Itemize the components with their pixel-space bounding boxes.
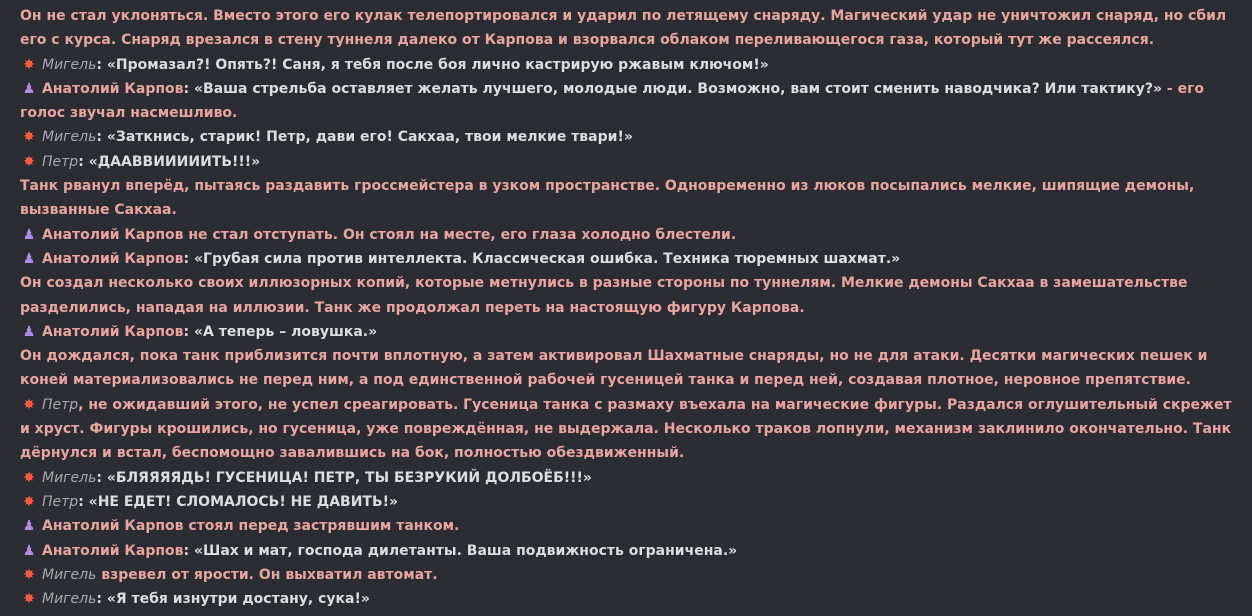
speech-bold: Техника тюремных шахмат <box>663 250 886 267</box>
separator: : <box>96 56 107 73</box>
speaker-name: Петр <box>42 493 79 510</box>
explosion-icon: ✸ <box>23 493 35 510</box>
speech-text: «Грубая сила против интеллекта. Классическая ошибка. <box>193 250 664 267</box>
dialogue-line <box>20 223 1232 247</box>
chess-pawn-icon: ♟ <box>22 323 36 340</box>
narration-line <box>20 271 1232 320</box>
narration-bold: Шахматные снаряды <box>647 348 820 365</box>
separator: : <box>183 250 194 267</box>
speech-text: «ДААВВИИИИИТЬ!!!» <box>88 153 261 170</box>
dialogue-line <box>20 125 1232 149</box>
dialogue-line <box>20 563 1232 587</box>
speaker-name: Петр <box>42 153 79 170</box>
speaker-name: Анатолий Карпов <box>42 542 184 559</box>
narration-text: Он не стал уклоняться. Вместо этого его кулак телепортировался и ударил по летящему снаряду. Магический удар не уничтожил снаряд, но сбил его с курса. Снаряд врезался в стену туннеля далеко от Карпова и взорвался облаком переливающегося газа, который тут же рассеялся. <box>20 8 1227 49</box>
speaker-name: Анатолий Карпов <box>42 80 184 97</box>
speech-text: «НЕ ЕДЕТ! СЛОМАЛОСЬ! НЕ ДАВИТЬ!» <box>88 493 399 510</box>
narration-text: Танк рванул вперёд, пытаясь раздавить гроссмейстера в узком пространстве. Одновременно из люков посыпались мелкие, шипящие демоны, вызванные <box>20 178 1195 219</box>
chess-pawn-icon: ♟ <box>22 226 36 243</box>
separator: : <box>183 542 194 559</box>
explosion-icon: ✸ <box>23 56 35 73</box>
speaker-name: Анатолий Карпов <box>42 518 184 535</box>
dialogue-line <box>20 53 1232 77</box>
dialogue-line <box>20 393 1232 466</box>
separator: : <box>78 153 89 170</box>
narration-text: , но не для атаки. Десятки магических пешек и коней материализовались не перед ним, а под единственной рабочей гусеницей танка и перед ней, создавая плотное, неровное препятствие. <box>20 348 1208 389</box>
narration-tail: - его голос звучал насмешливо. <box>20 80 1205 122</box>
speaker-name: Анатолий Карпов <box>42 226 184 243</box>
dialogue-line <box>20 587 1232 611</box>
narration-line <box>20 174 1232 223</box>
speaker-name: Анатолий Карпов <box>42 323 184 340</box>
separator: : <box>78 493 89 510</box>
narration-line <box>20 344 1232 393</box>
separator: : <box>96 591 107 608</box>
narration-tail: стоял перед застрявшим танком. <box>183 518 460 535</box>
explosion-icon: ✸ <box>23 469 35 486</box>
narration-text: Он создал несколько своих иллюзорных копий, которые метнулись в разные стороны по туннелям. Мелкие демоны <box>20 275 978 292</box>
speech-text: «Заткнись, старик! Петр, дави его! Сакхаа, твои мелкие твари!» <box>106 129 633 146</box>
chess-pawn-icon: ♟ <box>22 542 36 559</box>
chess-pawn-icon: ♟ <box>22 250 36 267</box>
narration-line <box>20 4 1232 53</box>
speaker-name: Мигель <box>42 591 97 608</box>
speaker-name: Петр <box>42 396 79 413</box>
separator: : <box>96 469 107 486</box>
speech-text: «Я тебя изнутри достану, сука!» <box>106 591 370 608</box>
narration-text: в замешательстве разделились, нападая на иллюзии. Танк же продолжал переть на настоящую фигуру Карпова. <box>20 275 1188 316</box>
speech-text: «Ваша стрельба оставляет желать лучшего, молодые люди. Возможно, вам стоит сменить наводчика? Или тактику?» <box>193 80 1163 97</box>
chess-pawn-icon: ♟ <box>22 518 36 535</box>
separator: : <box>96 129 107 146</box>
narration-text: Он дождался, пока танк приблизится почти вплотную, а затем активировал <box>20 348 648 365</box>
dialogue-line <box>20 466 1232 490</box>
chess-pawn-icon: ♟ <box>22 80 36 97</box>
speech-text: «Промазал?! Опять?! Саня, я тебя после боя лично кастрирую ржавым ключом!» <box>106 56 769 73</box>
dialogue-line <box>20 490 1232 514</box>
explosion-icon: ✸ <box>23 591 35 608</box>
speaker-name: Мигель <box>42 56 97 73</box>
explosion-icon: ✸ <box>23 566 35 583</box>
separator: : <box>183 80 194 97</box>
dialogue-line <box>20 150 1232 174</box>
speaker-name: Мигель <box>42 129 97 146</box>
dialogue-line <box>20 77 1232 126</box>
dialogue-line <box>20 247 1232 271</box>
narration-tail: взревел от ярости. Он выхватил автомат. <box>96 566 438 583</box>
explosion-icon: ✸ <box>23 396 35 413</box>
speech-text: «БЛЯЯЯЯДЬ! ГУСЕНИЦА! ПЕТР, ТЫ БЕЗРУКИЙ ДОЛБОЁБ!!!» <box>106 469 592 486</box>
explosion-icon: ✸ <box>23 129 35 146</box>
separator: : <box>183 323 194 340</box>
speaker-name: Мигель <box>42 566 97 583</box>
speech-text: «А теперь – ловушка.» <box>193 323 378 340</box>
dialogue-line <box>20 539 1232 563</box>
explosion-icon: ✸ <box>23 153 35 170</box>
speaker-name: Анатолий Карпов <box>42 250 184 267</box>
narration-tail: не стал отступать. Он стоял на месте, его глаза холодно блестели. <box>183 226 737 243</box>
dialogue-line <box>20 514 1232 538</box>
narration-bold: Сакхаа <box>114 202 172 219</box>
speech-text: .» <box>885 250 901 267</box>
narration-tail: , не ожидавший этого, не успел среагировать. Гусеница танка с размаху въехала на магические фигуры. Раздался оглушительный скрежет и хруст. Фигуры крошились, но гусеница, уже повреждённая, не выдержала. Несколько траков лопнули, механизм заклинило окончательно. Танк дёрнулся и встал, беспомощно завалившись на бок, полностью обездвиженный. <box>20 396 1232 462</box>
speaker-name: Мигель <box>42 469 97 486</box>
narration-bold: Сакхаа <box>977 275 1035 292</box>
narration-text: . <box>171 202 177 219</box>
speech-text: «Шах и мат, господа дилетанты. Ваша подвижность ограничена.» <box>193 542 738 559</box>
dialogue-line <box>20 320 1232 344</box>
